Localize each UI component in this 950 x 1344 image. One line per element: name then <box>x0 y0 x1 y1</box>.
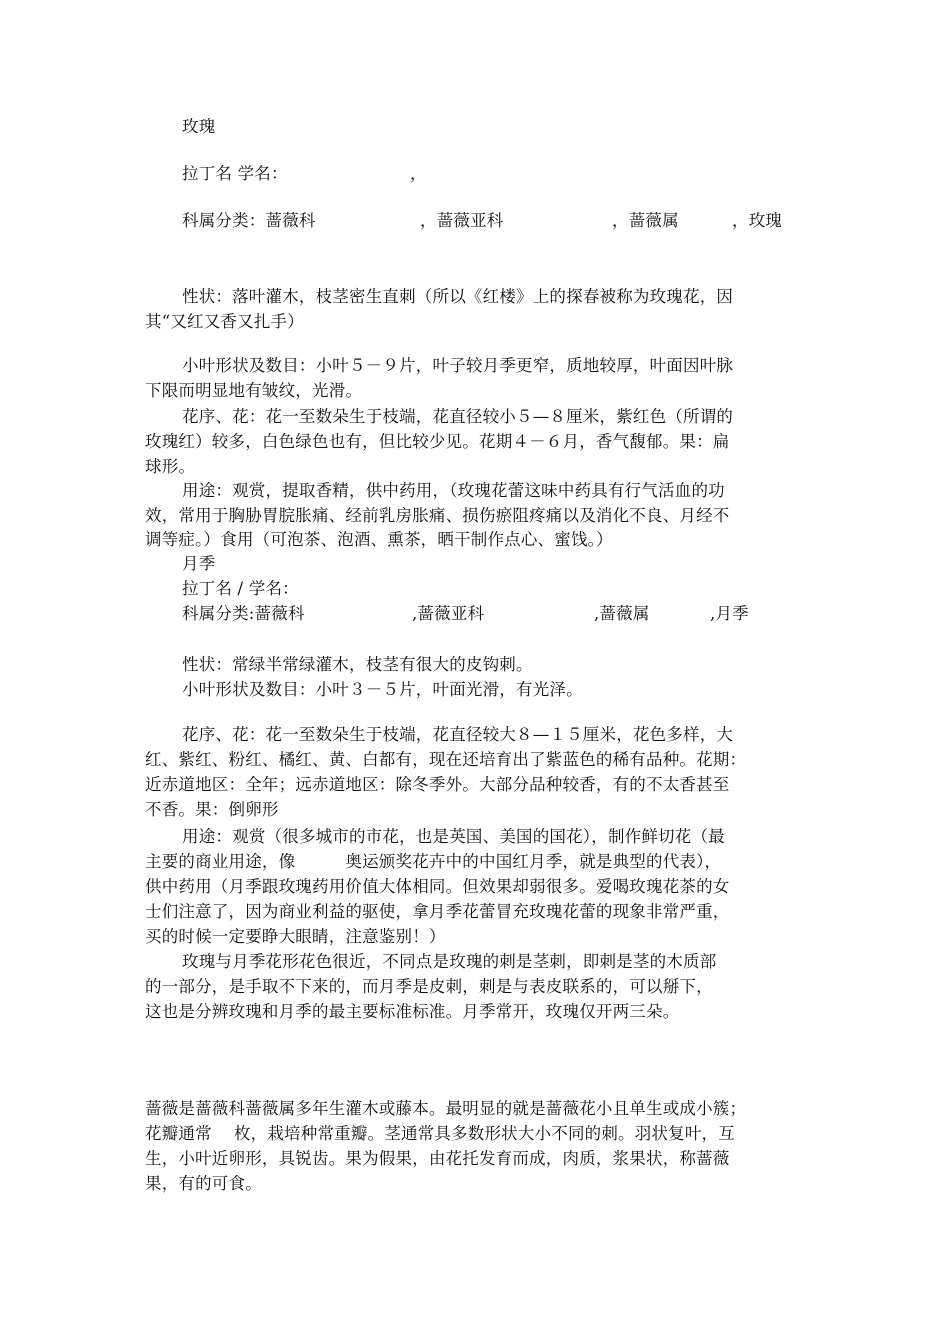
compare-line-1: 玫瑰与月季花形花色很近，不同点是玫瑰的刺是茎刺，即刺是茎的木质部 <box>182 952 717 971</box>
rose-family-subfamily: ，蔷薇亚科 <box>420 211 504 230</box>
compare-line-3: 这也是分辨玫瑰和月季的最主要标准标准。月季常开，玫瑰仅开两三朵。 <box>145 1002 680 1021</box>
yueji-use-line-4: 士们注意了，因为商业利益的驱使，拿月季花蕾冒充玫瑰花蕾的现象非常严重， <box>145 902 730 921</box>
yueji-trait: 性状：常绿半常绿灌木，枝茎有很大的皮钩刺。 <box>182 655 533 674</box>
rose-latin-label: 拉丁名 学名： <box>182 164 288 183</box>
yueji-leaf: 小叶形状及数目：小叶３－５片，叶面光滑，有光泽。 <box>182 680 583 699</box>
yueji-family-species: ,月季 <box>710 604 749 623</box>
yueji-use-line-1: 用途：观赏（很多城市的市花，也是英国、美国的国花），制作鲜切花（最 <box>182 827 725 846</box>
yueji-use-line-2: 主要的商业用途，像 奥运颁奖花卉中的中国红月季，就是典型的代表）， <box>145 852 722 871</box>
yueji-flower-line-3: 近赤道地区：全年；远赤道地区：除冬季外。大部分品种较香，有的不太香甚至 <box>145 775 730 794</box>
yueji-latin-label: 拉丁名 / 学名： <box>182 579 299 598</box>
qiangwei-line-4: 果，有的可食。 <box>145 1174 262 1193</box>
yueji-use-line-3: 供中药用（月季跟玫瑰药用价值大体相同。但效果却弱很多。爱喝玫瑰花茶的女 <box>145 877 730 896</box>
rose-title: 玫瑰 <box>182 117 216 136</box>
yueji-title: 月季 <box>182 554 216 573</box>
rose-flower-line-1: 花序、花：花一至数朵生于枝端，花直径较小５—８厘米，紫红色（所谓的 <box>182 407 734 426</box>
rose-flower-line-2: 玫瑰红）较多，白色绿色也有，但比较少见。花期４－６月，香气馥郁。果：扁 <box>145 432 730 451</box>
rose-use-line-2: 效，常用于胸胁胃脘胀痛、经前乳房胀痛、损伤瘀阻疼痛以及消化不良、月经不 <box>145 506 730 525</box>
rose-use-line-1: 用途：观赏，提取香精，供中药用，（玫瑰花蕾这味中药具有行气活血的功 <box>182 481 725 500</box>
yueji-flower-line-1: 花序、花：花一至数朵生于枝端，花直径较大８—１５厘米，花色多样，大 <box>182 725 734 744</box>
rose-family-genus: ，蔷薇属 <box>612 211 679 230</box>
rose-use-line-3: 调等症。）食用（可泡茶、泡酒、熏茶，晒干制作点心、蜜饯。） <box>145 530 613 549</box>
yueji-family-subfamily: ,蔷薇亚科 <box>412 604 485 623</box>
rose-trait-line-1: 性状：落叶灌木，枝茎密生直刺（所以《红楼》上的探春被称为玫瑰花，因 <box>182 287 734 306</box>
compare-line-2: 的一部分，是手取不下来的，而月季是皮刺，刺是与表皮联系的，可以掰下， <box>145 977 713 996</box>
qiangwei-line-3: 生，小叶近卵形，具锐齿。果为假果，由花托发育而成，肉质，浆果状，称蔷薇 <box>145 1149 730 1168</box>
rose-leaf-line-2: 下限而明显地有皱纹，光滑。 <box>145 381 363 400</box>
rose-leaf-line-1: 小叶形状及数目：小叶５－９片，叶子较月季更窄，质地较厚，叶面因叶脉 <box>182 356 734 375</box>
rose-trait-line-2: 其“又红又香又扎手） <box>145 312 304 331</box>
yueji-use-line-5: 买的时候一定要睁大眼睛，注意鉴别！） <box>145 927 446 946</box>
qiangwei-line-2: 花瓣通常 枚，栽培种常重瓣。茎通常具多数形状大小不同的刺。羽状复叶，互 <box>145 1124 735 1143</box>
qiangwei-line-1: 蔷薇是蔷薇科蔷薇属多年生灌木或藤本。最明显的就是蔷薇花小且单生或成小簇； <box>145 1099 747 1118</box>
yueji-family-genus: ,蔷薇属 <box>594 604 650 623</box>
rose-family-species: ，玫瑰 <box>732 211 783 230</box>
yueji-family-label: 科属分类:蔷薇科 <box>182 604 305 623</box>
rose-latin-comma: ， <box>410 164 427 183</box>
rose-family-label: 科属分类：蔷薇科 <box>182 211 316 230</box>
yueji-flower-line-4: 不香。果：倒卵形 <box>145 800 279 819</box>
rose-flower-line-3: 球形。 <box>145 457 196 476</box>
yueji-flower-line-2: 红、紫红、粉红、橘红、黄、白都有，现在还培育出了紫蓝色的稀有品种。花期： <box>145 750 747 769</box>
